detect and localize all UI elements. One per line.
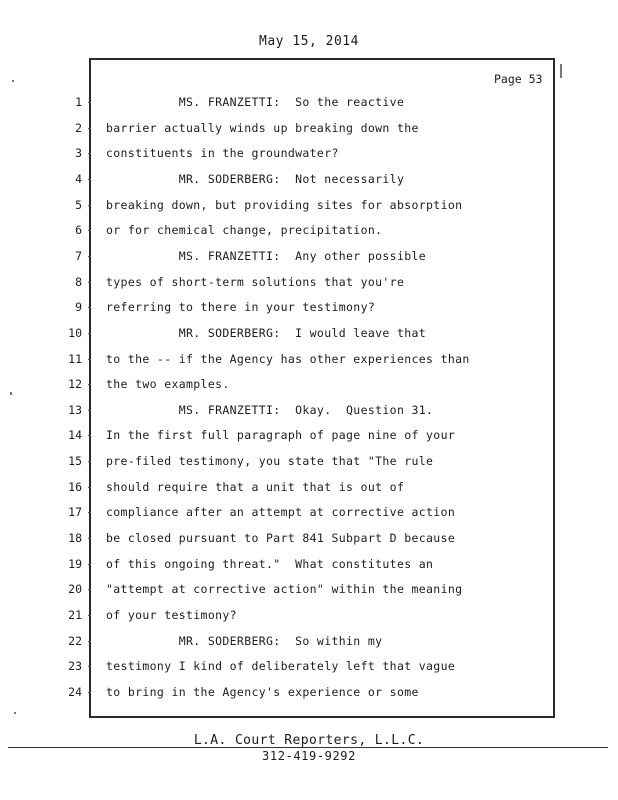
margin-tick	[88, 384, 91, 385]
transcript-line: of this ongoing threat." What constitutes an	[106, 557, 434, 571]
transcript-line: MS. FRANZETTI: So the reactive	[106, 95, 405, 109]
transcript-line: should require that a unit that is out of	[106, 480, 405, 494]
line-number: 5	[75, 198, 82, 212]
transcript-line: be closed pursuant to Part 841 Subpart D because	[106, 531, 456, 545]
transcript-line: breaking down, but providing sites for absorption	[106, 198, 463, 212]
line-number: 7	[75, 249, 82, 263]
transcript-line: to the -- if the Agency has other experiences than	[106, 352, 470, 366]
transcript-line: or for chemical change, precipitation.	[106, 223, 383, 237]
line-number: 8	[75, 275, 82, 289]
line-number: 13	[68, 403, 82, 417]
transcript-line: MS. FRANZETTI: Any other possible	[106, 249, 427, 263]
line-number: 16	[68, 480, 82, 494]
margin-tick	[88, 410, 91, 411]
transcript-line: constituents in the groundwater?	[106, 146, 339, 160]
margin-tick	[88, 666, 91, 667]
line-number: 15	[68, 454, 82, 468]
margin-tick	[88, 102, 91, 103]
margin-tick	[88, 692, 91, 693]
transcript-line: of your testimony?	[106, 608, 237, 622]
scan-speck	[560, 64, 562, 78]
line-number: 19	[68, 557, 82, 571]
transcript-line: to bring in the Agency's experience or some	[106, 685, 419, 699]
transcript-line: testimony I kind of deliberately left that vague	[106, 659, 456, 673]
footer-phone: 312-419-9292	[262, 749, 356, 763]
line-number: 24	[68, 685, 82, 699]
line-number: 22	[68, 634, 82, 648]
line-number: 6	[75, 223, 82, 237]
line-number: 14	[68, 428, 82, 442]
line-number: 1	[75, 95, 82, 109]
page-number: Page 53	[494, 72, 543, 86]
line-number: 10	[68, 326, 82, 340]
transcript-line: MR. SODERBERG: So within my	[106, 634, 383, 648]
margin-tick	[88, 153, 91, 154]
margin-tick	[88, 282, 91, 283]
transcript-line: types of short-term solutions that you're	[106, 275, 405, 289]
margin-tick	[88, 538, 91, 539]
line-number: 21	[68, 608, 82, 622]
transcript-line: MR. SODERBERG: Not necessarily	[106, 172, 405, 186]
line-number: 2	[75, 121, 82, 135]
margin-tick	[88, 641, 91, 642]
scan-speck	[14, 712, 16, 714]
footer-reporter-name: L.A. Court Reporters, L.L.C.	[193, 733, 425, 748]
line-number: 17	[68, 505, 82, 519]
margin-tick	[88, 230, 91, 231]
margin-tick	[88, 512, 91, 513]
margin-tick	[88, 256, 91, 257]
margin-tick	[88, 435, 91, 436]
transcript-line: MR. SODERBERG: I would leave that	[106, 326, 427, 340]
transcript-line: compliance after an attempt at corrective action	[106, 505, 456, 519]
margin-tick	[88, 487, 91, 488]
margin-tick	[88, 307, 91, 308]
line-number: 9	[75, 300, 82, 314]
line-number: 23	[68, 659, 82, 673]
line-number: 18	[68, 531, 82, 545]
header-date: May 15, 2014	[259, 34, 359, 49]
transcript-line: pre-filed testimony, you state that "The rule	[106, 454, 434, 468]
scan-speck	[12, 80, 14, 82]
transcript-line: the two examples.	[106, 377, 230, 391]
transcript-line: referring to there in your testimony?	[106, 300, 376, 314]
transcript-line: In the first full paragraph of page nine of your	[106, 428, 456, 442]
margin-tick	[88, 205, 91, 206]
margin-tick	[88, 359, 91, 360]
line-number: 11	[68, 352, 82, 366]
margin-tick	[88, 461, 91, 462]
line-number: 4	[75, 172, 82, 186]
line-number: 20	[68, 582, 82, 596]
transcript-line: barrier actually winds up breaking down the	[106, 121, 419, 135]
margin-tick	[88, 615, 91, 616]
margin-tick	[88, 333, 91, 334]
scan-speck	[10, 392, 12, 395]
margin-tick	[88, 179, 91, 180]
transcript-line: MS. FRANZETTI: Okay. Question 31.	[106, 403, 434, 417]
line-number: 12	[68, 377, 82, 391]
margin-tick	[88, 128, 91, 129]
margin-tick	[88, 564, 91, 565]
transcript-line: "attempt at corrective action" within the meaning	[106, 582, 463, 596]
margin-tick	[88, 589, 91, 590]
line-number: 3	[75, 146, 82, 160]
